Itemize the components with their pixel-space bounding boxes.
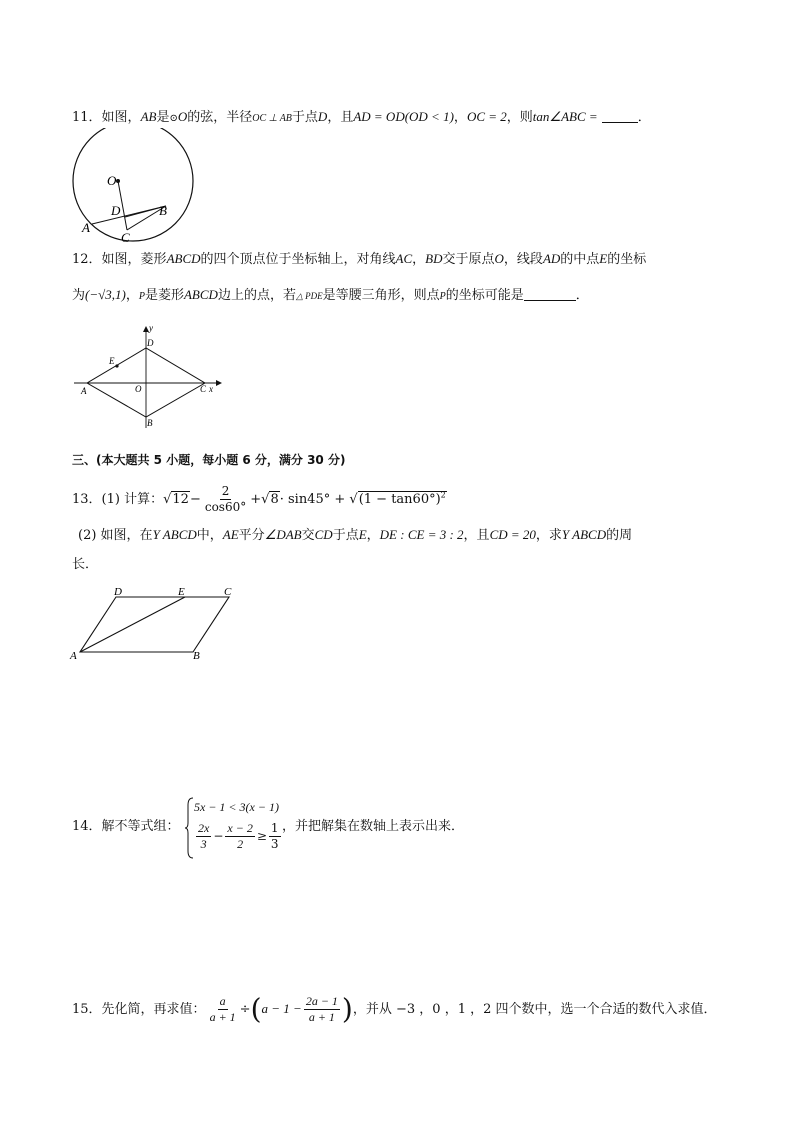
q13-line-3: 长．	[72, 557, 99, 572]
circle-outline	[73, 128, 193, 241]
segment-AE	[80, 597, 185, 652]
q15-line: 15．先化简，再求值： $\frac{a}{a + 1}$ ÷(a − 1 − $\frac{2a - 1}{a + 1}$ )，并从 −3 ，0 ，1 ，2 四个数中，选一个合适的数代入求值．	[72, 992, 717, 1026]
q12-line-1: 12．如图，菱形ABCD的四个顶点位于坐标轴上，对角线AC，BD交于原点O，线段AD的中点E的坐标	[72, 251, 647, 267]
parallelogram-ABCD	[80, 597, 229, 652]
label-C: C	[224, 586, 232, 598]
q14-block: 14．解不等式组： 5x − 1 < 3(x − 1) $\frac{2x}{3}$ − $\frac{x - 2}{2}$ ≥ $\frac{1}{3}$ ，并把解集在数轴上表示出来．	[72, 797, 672, 859]
label-C: C	[200, 384, 207, 394]
q11-circle-figure	[70, 128, 200, 243]
q13-number: 13．	[72, 492, 102, 507]
q13-line-1: 13．(1) 计算：√12− $\frac{2}{\cos 60^\circ}$ $+√8\cdot \sin 45^\circ + √(1 - \tan 60^\circ)^2$	[72, 484, 446, 514]
point-E	[115, 364, 118, 367]
label-O: O	[135, 384, 142, 394]
label-B: B	[147, 418, 153, 428]
label-y: y	[149, 323, 153, 333]
q13-fraction: $\frac{2}{\cos 60^\circ}$	[204, 484, 247, 514]
label-B: B	[159, 203, 167, 218]
label-D: D	[114, 586, 122, 598]
q14-system-brace	[184, 797, 194, 859]
label-A: A	[82, 220, 90, 235]
label-B: B	[193, 650, 200, 662]
q14-number: 14．	[72, 819, 102, 834]
q12-line-2: 为(−√3,1)，P是菱形ABCD边上的点，若△ PDE是等腰三角形，则点P的坐标可能是 ．	[72, 287, 589, 303]
label-E: E	[109, 356, 115, 366]
q11-number: 11．	[72, 110, 102, 125]
q13-line-2: (2) 如图，在Y ABCD中，AE平分∠DAB交CD于点E，DE : CE = 3 : 2，且CD = 20，求Y ABCD的周	[78, 527, 633, 543]
label-E: E	[178, 586, 185, 598]
x-axis-arrow	[216, 380, 222, 386]
label-D: D	[111, 203, 121, 218]
q11-line: 11．如图，AB是⊙O的弦，半径OC ⊥ AB于点D，且AD = OD(OD < 1)，OC = 2，则tan∠ABC = ．	[72, 109, 651, 125]
q11-answer-blank[interactable]	[602, 108, 638, 123]
section-3-header: 三、(本大题共 5 小题，每小题 6 分，满分 30 分)	[72, 453, 346, 467]
label-A: A	[70, 650, 77, 662]
q12-rhombus-figure	[70, 320, 230, 432]
q12-number: 12．	[72, 252, 102, 267]
label-D: D	[147, 338, 154, 348]
label-x: x	[209, 384, 213, 394]
label-O: O	[107, 173, 117, 188]
label-A: A	[81, 386, 87, 396]
q12-answer-blank[interactable]	[524, 286, 576, 301]
q13-parallelogram-figure	[66, 584, 246, 662]
center-point	[116, 179, 120, 183]
q15-number: 15．	[72, 1002, 102, 1017]
label-C: C	[121, 230, 130, 243]
q14-inequality-2: $\frac{2x}{3}$ − $\frac{x - 2}{2}$ ≥ $\frac{1}{3}$	[198, 821, 279, 851]
q14-inequality-1: 5x − 1 < 3(x − 1)	[194, 800, 279, 814]
